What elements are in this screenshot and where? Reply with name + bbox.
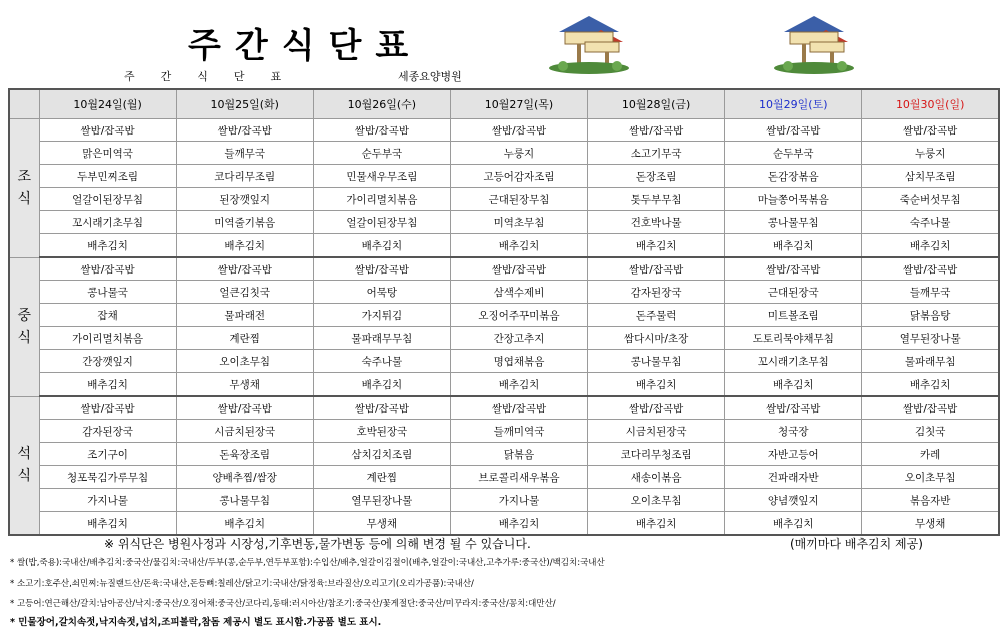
table-row [9, 165, 999, 188]
menu-cell: 콩나물국 [39, 281, 176, 304]
table-row [9, 466, 999, 489]
menu-cell: 배추김치 [450, 373, 587, 397]
page-subtitle: 주간식단표 [124, 70, 308, 83]
menu-cell: 닭볶음 [450, 443, 587, 466]
menu-cell: 배추김치 [450, 234, 587, 258]
menu-cell: 쌀밥/잡곡밥 [588, 396, 725, 420]
menu-cell: 꼬시래기초무침 [39, 211, 176, 234]
menu-cell: 고등어감자조림 [450, 165, 587, 188]
menu-cell: 볶음자반 [862, 489, 999, 512]
menu-cell: 쌈다시마/초장 [588, 327, 725, 350]
menu-cell: 명엽채볶음 [450, 350, 587, 373]
kimchi-note: (매끼마다 배추김치 제공) [790, 537, 923, 551]
menu-cell: 맑은미역국 [39, 142, 176, 165]
table-row [9, 281, 999, 304]
menu-cell: 쌀밥/잡곡밥 [176, 119, 313, 142]
menu-cell: 쌀밥/잡곡밥 [862, 119, 999, 142]
menu-cell: 배추김치 [725, 512, 862, 536]
menu-cell: 배추김치 [39, 373, 176, 397]
menu-cell: 순두부국 [725, 142, 862, 165]
menu-cell: 삼치김치조림 [313, 443, 450, 466]
meal-label [9, 396, 39, 535]
table-header-row [9, 89, 999, 119]
menu-cell: 배추김치 [862, 234, 999, 258]
menu-cell: 들깨미역국 [450, 420, 587, 443]
menu-cell: 배추김치 [176, 512, 313, 536]
menu-cell: 미역초무침 [450, 211, 587, 234]
menu-cell: 쌀밥/잡곡밥 [176, 396, 313, 420]
meal-label [9, 257, 39, 396]
menu-cell: 배추김치 [313, 373, 450, 397]
menu-cell: 가지나물 [39, 489, 176, 512]
menu-cell: 얼큰김칫국 [176, 281, 313, 304]
menu-cell: 순두부국 [313, 142, 450, 165]
menu-cell: 배추김치 [588, 234, 725, 258]
menu-cell: 계란찜 [176, 327, 313, 350]
menu-cell: 돈감장볶음 [725, 165, 862, 188]
menu-cell: 오이초무침 [588, 489, 725, 512]
menu-cell: 배추김치 [725, 373, 862, 397]
menu-cell: 어묵탕 [313, 281, 450, 304]
table-row [9, 512, 999, 536]
menu-cell: 누룽지 [862, 142, 999, 165]
menu-cell: 간장깻잎지 [39, 350, 176, 373]
menu-cell: 근대된장국 [725, 281, 862, 304]
day-header: 10월25일(화) [176, 89, 313, 119]
menu-cell: 돈장조림 [588, 165, 725, 188]
menu-cell: 얼갈이된장무침 [39, 188, 176, 211]
menu-cell: 카레 [862, 443, 999, 466]
origin-line: * 고등어:연근해산/갈치:남아공산/낙지:중국산/오징어채:중국산/코다리,동태:러시아산/참조기:중국산/꽃게절단:중국산/미꾸라지:중국산/꽁치:대만산/ [10, 599, 556, 609]
menu-cell: 배추김치 [450, 512, 587, 536]
mailbox-illustration [545, 10, 633, 74]
menu-cell: 호박된장국 [313, 420, 450, 443]
table-row [9, 489, 999, 512]
day-header: 10월28일(금) [588, 89, 725, 119]
menu-cell: 오이초무침 [862, 466, 999, 489]
day-header: 10월27일(목) [450, 89, 587, 119]
menu-cell: 양배추찜/쌈장 [176, 466, 313, 489]
table-row [9, 443, 999, 466]
menu-cell: 배추김치 [862, 373, 999, 397]
table-row [9, 257, 999, 281]
menu-cell: 배추김치 [39, 234, 176, 258]
menu-cell: 삼치무조림 [862, 165, 999, 188]
menu-cell: 물파래무침 [862, 350, 999, 373]
menu-cell: 건호박나물 [588, 211, 725, 234]
menu-cell: 코다리무조림 [176, 165, 313, 188]
menu-cell: 가지튀김 [313, 304, 450, 327]
menu-cell: 쌀밥/잡곡밥 [39, 396, 176, 420]
menu-cell: 쌀밥/잡곡밥 [176, 257, 313, 281]
corner-cell [9, 89, 39, 119]
meal-label-text: 석 식 [17, 446, 32, 485]
menu-cell: 김칫국 [862, 420, 999, 443]
day-header: 10월24일(월) [39, 89, 176, 119]
menu-cell: 청포묵김가루무침 [39, 466, 176, 489]
table-row [9, 396, 999, 420]
menu-cell: 쌀밥/잡곡밥 [313, 119, 450, 142]
menu-cell: 가이리멸치볶음 [313, 188, 450, 211]
menu-cell: 물파래전 [176, 304, 313, 327]
menu-cell: 도토리묵야채무침 [725, 327, 862, 350]
menu-cell: 물파래무무침 [313, 327, 450, 350]
menu-cell: 청국장 [725, 420, 862, 443]
menu-cell: 콩나물무침 [176, 489, 313, 512]
menu-cell: 감자된장국 [39, 420, 176, 443]
mailbox-illustration [770, 10, 858, 74]
menu-cell: 쌀밥/잡곡밥 [313, 396, 450, 420]
menu-cell: 들깨무국 [176, 142, 313, 165]
menu-cell: 쌀밥/잡곡밥 [725, 396, 862, 420]
menu-cell: 쌀밥/잡곡밥 [313, 257, 450, 281]
menu-cell: 미역줄기볶음 [176, 211, 313, 234]
menu-cell: 잡채 [39, 304, 176, 327]
menu-cell: 무생채 [862, 512, 999, 536]
menu-cell: 마늘쫑어묵볶음 [725, 188, 862, 211]
table-row [9, 350, 999, 373]
menu-cell: 쌀밥/잡곡밥 [450, 257, 587, 281]
menu-cell: 쌀밥/잡곡밥 [588, 119, 725, 142]
meal-label-text: 조 식 [17, 168, 32, 207]
menu-cell: 누룽지 [450, 142, 587, 165]
menu-cell: 톳두부무침 [588, 188, 725, 211]
menu-cell: 근대된장무침 [450, 188, 587, 211]
menu-cell: 닭볶음탕 [862, 304, 999, 327]
menu-cell: 배추김치 [39, 512, 176, 536]
meal-label-text: 중 식 [17, 307, 32, 346]
menu-cell: 코다리무청조림 [588, 443, 725, 466]
menu-cell: 시금치된장국 [176, 420, 313, 443]
table-row [9, 188, 999, 211]
menu-cell: 된장깻잎지 [176, 188, 313, 211]
menu-cell: 쌀밥/잡곡밥 [450, 119, 587, 142]
menu-cell: 배추김치 [588, 373, 725, 397]
table-row [9, 142, 999, 165]
notice-text: ※ 위식단은 병원사정과 시장성,기후변동,물가변동 등에 의해 변경 될 수 있습니다. [104, 537, 531, 551]
menu-cell: 가이리멸치볶음 [39, 327, 176, 350]
menu-cell: 배추김치 [725, 234, 862, 258]
menu-cell: 감자된장국 [588, 281, 725, 304]
meal-label [9, 119, 39, 258]
menu-cell: 쌀밥/잡곡밥 [450, 396, 587, 420]
menu-cell: 새송이볶음 [588, 466, 725, 489]
menu-cell: 자반고등어 [725, 443, 862, 466]
menu-cell: 두부민찌조림 [39, 165, 176, 188]
menu-cell: 얼갈이된장무침 [313, 211, 450, 234]
menu-cell: 숙주나물 [862, 211, 999, 234]
menu-cell: 배추김치 [588, 512, 725, 536]
menu-cell: 죽순버섯무침 [862, 188, 999, 211]
menu-cell: 들깨무국 [862, 281, 999, 304]
table-row [9, 420, 999, 443]
menu-cell: 열무된장나물 [313, 489, 450, 512]
day-header-saturday: 10월29일(토) [725, 89, 862, 119]
table-row [9, 304, 999, 327]
menu-cell: 콩나물무침 [588, 350, 725, 373]
menu-cell: 쌀밥/잡곡밥 [725, 119, 862, 142]
menu-cell: 쌀밥/잡곡밥 [39, 119, 176, 142]
menu-cell: 돈주물럭 [588, 304, 725, 327]
menu-cell: 민물새우무조림 [313, 165, 450, 188]
day-header: 10월26일(수) [313, 89, 450, 119]
menu-cell: 돈육장조림 [176, 443, 313, 466]
table-row [9, 373, 999, 397]
menu-cell: 오이초무침 [176, 350, 313, 373]
table-row [9, 327, 999, 350]
menu-cell: 꼬시래기초무침 [725, 350, 862, 373]
menu-cell: 쌀밥/잡곡밥 [588, 257, 725, 281]
menu-cell: 미트볼조림 [725, 304, 862, 327]
hospital-name: 세종요양병원 [398, 70, 462, 83]
page-title: 주간식단표 [188, 26, 423, 66]
menu-cell: 오징어주꾸미볶음 [450, 304, 587, 327]
menu-cell: 쌀밥/잡곡밥 [39, 257, 176, 281]
weekly-menu-table [8, 88, 1000, 536]
table-row [9, 119, 999, 142]
menu-cell: 무생채 [176, 373, 313, 397]
menu-cell: 배추김치 [176, 234, 313, 258]
menu-cell: 양념깻잎지 [725, 489, 862, 512]
menu-cell: 배추김치 [313, 234, 450, 258]
menu-cell: 간장고추지 [450, 327, 587, 350]
menu-cell: 시금치된장국 [588, 420, 725, 443]
menu-cell: 계란찜 [313, 466, 450, 489]
table-row [9, 211, 999, 234]
menu-cell: 가지나물 [450, 489, 587, 512]
menu-cell: 조기구이 [39, 443, 176, 466]
menu-cell: 쌀밥/잡곡밥 [862, 257, 999, 281]
menu-cell: 숙주나물 [313, 350, 450, 373]
menu-cell: 쌀밥/잡곡밥 [862, 396, 999, 420]
table-row [9, 234, 999, 258]
menu-cell: 소고기무국 [588, 142, 725, 165]
menu-cell: 콩나물무침 [725, 211, 862, 234]
menu-cell: 삼색수제비 [450, 281, 587, 304]
origin-line: * 소고기:호주산,쇠민찌:뉴질랜드산/돈육:국내산,돈등뼈:칠레산/닭고기:국내산/닭정육:브라질산/오리고기(오리가공품):국내산/ [10, 579, 474, 589]
menu-cell: 쌀밥/잡곡밥 [725, 257, 862, 281]
menu-cell: 브로콜리새우볶음 [450, 466, 587, 489]
day-header-sunday: 10월30일(일) [862, 89, 999, 119]
origin-line: * 쌀(밥,죽용):국내산/배추김치:중국산/물김치:국내산/두부(콩,순두부,연두부포함):수입산/배추,얼갈이김절이(배추,얼갈이:국내산,고추가루:중국산)/백김치:국내산 [10, 558, 605, 568]
menu-cell: 건파래자반 [725, 466, 862, 489]
menu-cell: 무생채 [313, 512, 450, 536]
final-note: * 민물장어,갈치속젓,낙지속젓,넙치,조피볼락,참돔 제공시 별도 표시함.가공품 별도 표시. [10, 617, 382, 628]
menu-cell: 열무된장나물 [862, 327, 999, 350]
